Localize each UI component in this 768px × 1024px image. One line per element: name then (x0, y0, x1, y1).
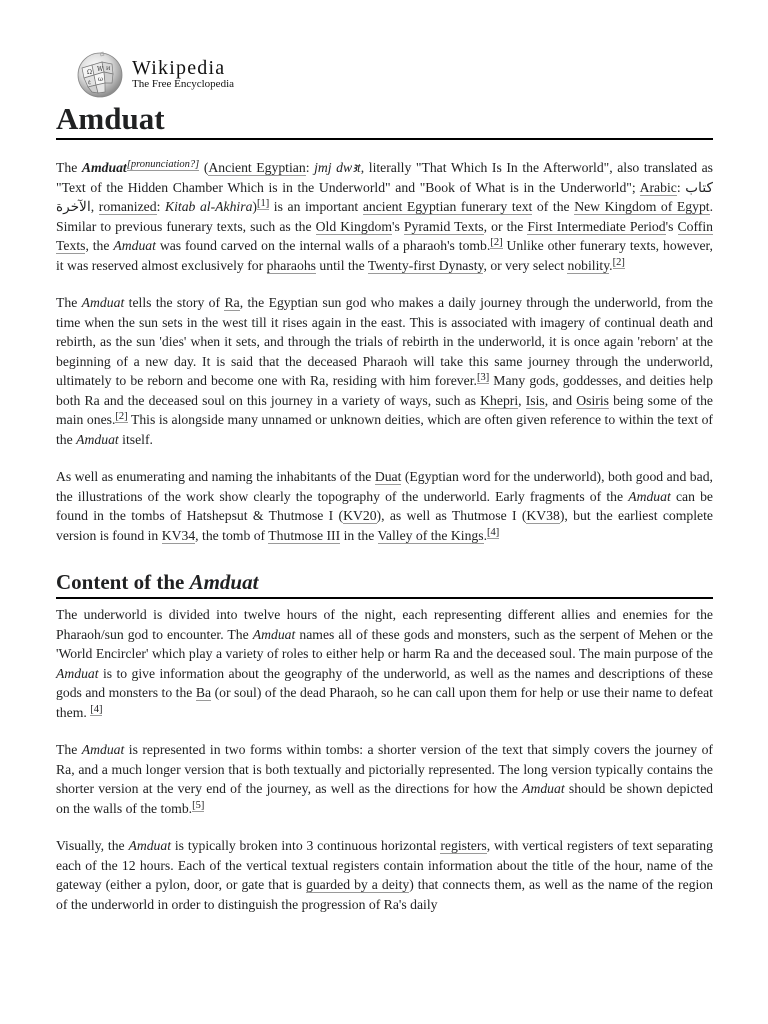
content-paragraph-3: Visually, the Amduat is typically broken into 3 continuous horizontal registers, with vertical registers of text separating each of the 12 hours. Each of the vertical textual registers contain information about the title of the hour, name of the gateway (either a pylon, door, or gate that is guarded by a deity) that connects them, as well as the name of the region of the underworld in order to distinguish the progression of Ra's daily (56, 838, 713, 912)
link-nobility[interactable]: nobility (567, 257, 610, 273)
link-first-intermediate-period[interactable]: First Intermediate Period (527, 218, 666, 234)
content-paragraph-1: The underworld is divided into twelve hours of the night, each representing different allies and enemies for the Pharaoh/sun god to encounter. The Amduat names all of these gods and monsters, such as the serpent of Mehen or the 'World Encircler' which play a variety of roles to either help or harm Ra and the deceased soul. The main purpose of the Amduat is to give information about the geography of the underworld, as well as the names and descriptions of these gods and monsters to the Ba (or soul) of the dead Pharaoh, so he can call upon them for help or use their name to defeat them. [4] (56, 607, 713, 720)
link-isis[interactable]: Isis (525, 392, 545, 408)
link-kv20[interactable]: KV20 (343, 508, 377, 523)
link-old-kingdom[interactable]: Old Kingdom (315, 218, 393, 234)
page-title: Amduat (56, 102, 713, 140)
link-osiris[interactable]: Osiris (576, 392, 609, 408)
link-coffin-texts[interactable]: Coffin Texts (56, 218, 713, 253)
link-thutmose-iii[interactable]: Thutmose III (268, 527, 341, 543)
reference-5[interactable]: [5] (192, 799, 205, 811)
link-registers[interactable]: registers (440, 838, 487, 853)
svg-text:Ω: Ω (87, 69, 92, 76)
link-kv38[interactable]: KV38 (526, 508, 560, 523)
link-ra[interactable]: Ra (224, 295, 240, 310)
wikipedia-name: Wikipedia (132, 57, 226, 79)
section-heading-content: Content of the Amduat (56, 569, 713, 599)
wikipedia-globe-icon[interactable] (74, 48, 126, 100)
wikipedia-wordmark[interactable] (132, 57, 234, 91)
reference-4[interactable]: [4] (90, 703, 103, 715)
intro-paragraph-2: The Amduat tells the story of Ra, the Egyptian sun god who makes a daily journey through the underworld, from the time when the sun sets in the west till it rises again in the east. This is associated with imagery of continual death and rebirth, as the sun 'dies' when it sets, and through the trials of rebirth in the underworld, it is once again 'reborn' at the beginning of a new day. It is said that the deceased Pharaoh will take this same journey through the underworld, ultimately to be reborn and become one with Ra, residing with him forever.[3] Many gods, goddesses, and deities help both Ra and the deceased soul on this journey in a variety of ways, such as Khepri, Isis, and Osiris being some of the main ones.[2] This is alongside many unnamed or unknown deities, which are often given reference to within the text of the Amduat itself. (56, 295, 714, 447)
link-pyramid-texts[interactable]: Pyramid Texts (403, 218, 484, 234)
link-funerary-text[interactable]: ancient Egyptian funerary text (362, 199, 533, 214)
link-arabic[interactable]: Arabic (639, 179, 677, 195)
svg-text:И: И (106, 66, 111, 72)
reference-4[interactable]: [4] (487, 526, 500, 538)
link-ancient-egyptian[interactable]: Ancient Egyptian (208, 160, 306, 175)
link-valley-of-the-kings[interactable]: Valley of the Kings (377, 527, 484, 543)
wikipedia-tagline: The Free Encyclopedia (132, 78, 235, 90)
link-duat[interactable]: Duat (374, 469, 402, 484)
reference-1[interactable]: [1] (256, 198, 270, 209)
intro-paragraph-1: The Amduat[pronunciation?] (Ancient Egyptian: jmj dwꜣt, literally "That Which Is In the Afterworld", also translated as "Text of the Hidden Chamber Which is in the Underworld" and "Book of What is in the Underworld"; Arabic: كتاب الآخرة, romanized: Kitab al-Akhira)[1] is an important ancient Egyptian funerary text of the New Kingdom of Egypt. Similar to previous funerary texts, such as the Old Kingdom's Pyramid Texts, or the First Intermediate Period's Coffin Texts, the Amduat was found carved on the internal walls of a pharaoh's tomb.[2] Unlike other funerary texts, however, it was reserved almost exclusively for pharaohs until the Twenty-first Dynasty, or very select nobility.[2] (56, 159, 714, 273)
reference-2[interactable]: [2] (490, 237, 503, 248)
link-ba[interactable]: Ba (195, 685, 212, 700)
wikipedia-header (56, 48, 713, 100)
link-kv34[interactable]: KV34 (161, 527, 196, 543)
pronunciation-link[interactable]: [pronunciation?] (126, 159, 200, 170)
intro-paragraph-3: As well as enumerating and naming the inhabitants of the Duat (Egyptian word for the underworld), both good and bad, the illustrations of the work show clearly the topography of the underworld. Early fragments of the Amduat can be found in the tombs of Hatshepsut & Thutmose I (KV20), as well as Thutmose I (KV38), but the earliest complete version is found in KV34, the tomb of Thutmose III in the Valley of the Kings.[4] (56, 469, 713, 543)
reference-2[interactable]: [2] (612, 256, 625, 268)
reference-3[interactable]: [3] (476, 372, 490, 383)
link-khepri[interactable]: Khepri (480, 392, 519, 408)
link-new-kingdom[interactable]: New Kingdom of Egypt (574, 199, 710, 214)
link-romanized[interactable]: romanized (98, 199, 157, 214)
svg-text:ع: ع (88, 79, 91, 85)
svg-text:W: W (97, 66, 104, 73)
reference-2[interactable]: [2] (115, 411, 128, 422)
link-guarded-by-a-deity[interactable]: guarded by a deity (305, 877, 410, 892)
link-twenty-first-dynasty[interactable]: Twenty-first Dynasty (367, 257, 484, 273)
article-page (56, 48, 713, 914)
svg-text:ω: ω (98, 76, 103, 83)
link-pharaohs[interactable]: pharaohs (266, 257, 316, 273)
content-paragraph-2: The Amduat is represented in two forms within tombs: a shorter version of the text that simply covers the journey of Ra, and a much longer version that is both textually and pictorially represented. The long version typically contains the shorter version at the very end of the journey, as well as the directions for how the Amduat should be shown depicted on the walls of the tomb.[5] (56, 742, 713, 816)
